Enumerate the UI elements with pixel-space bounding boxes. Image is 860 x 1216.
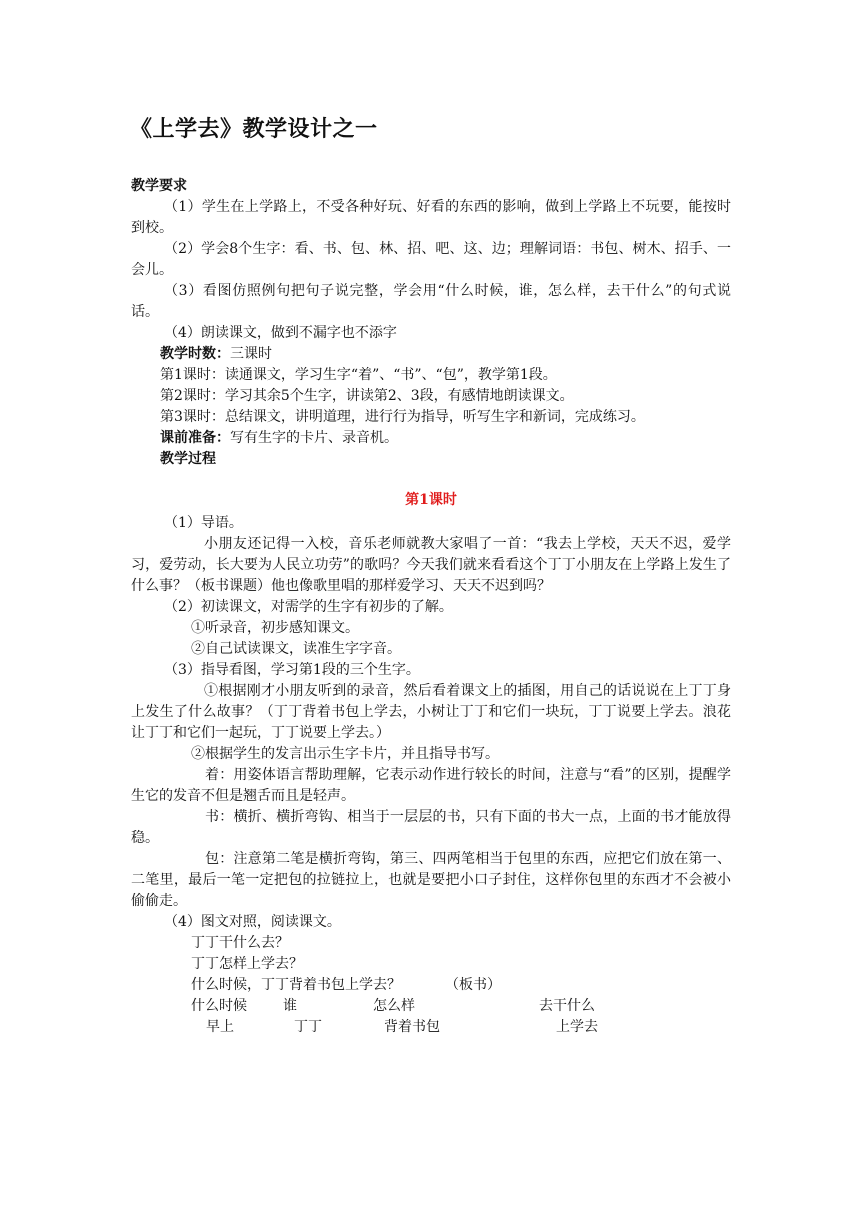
requirements-heading: 教学要求 [131, 178, 187, 194]
step-3-item-a: ①根据刚才小朋友听到的录音，然后看着课文上的插图，用自己的话说说在上丁丁身上发生了什么故事？（丁丁背着书包上学去，小树让丁丁和它们一块玩，丁丁说要上学去。浪花让丁丁和它们一起玩，丁丁说要上学去。） [131, 683, 731, 741]
char-note-shu: 书：横折、横折弯钩、相当于一层层的书，只有下面的书大一点，上面的书才能放得稳。 [131, 809, 731, 846]
lesson-1-title: 第1课时 [405, 492, 457, 508]
header-how: 怎么样 [373, 998, 415, 1014]
sentence-pattern-example-row [131, 1017, 731, 1038]
schedule-value: 三课时 [230, 346, 272, 362]
board-note: （板书） [445, 977, 501, 993]
requirement-item-1: （1）学生在上学路上，不受各种好玩、好看的东西的影响，做到上学路上不玩要，能按时到校。 [131, 199, 731, 236]
cell-what: 上学去 [556, 1019, 598, 1035]
lesson-plan-3: 第3课时：总结课文，讲明道理，进行行为指导，听写生字和新词，完成练习。 [160, 409, 645, 425]
lesson-plan-1: 第1课时：读通课文，学习生字“着”、“书”、“包”，教学第1段。 [160, 367, 557, 383]
document-title: 《上学去》教学设计之一 [130, 117, 378, 142]
process-heading: 教学过程 [160, 451, 216, 467]
requirement-item-4: （4）朗读课文，做到不漏字也不添字 [164, 325, 397, 341]
requirement-item-3: （3）看图仿照例句把句子说完整，学会用“什么时候，谁，怎么样，去干什么”的句式说话。 [131, 283, 731, 320]
step-4-heading: （4）图文对照，阅读课文。 [164, 914, 341, 930]
step-2-item-b: ②自己试读课文，读准生字字音。 [191, 641, 401, 657]
requirement-item-2: （2）学会8个生字：看、书、包、林、招、吧、这、边；理解词语：书包、树木、招手、一会儿。 [131, 241, 731, 278]
schedule-line [131, 344, 731, 365]
step-2-item-a: ①听录音，初步感知课文。 [191, 620, 359, 636]
step-3-heading: （3）指导看图，学习第1段的三个生字。 [164, 662, 420, 678]
question-3 [131, 975, 731, 996]
cell-when: 早上 [206, 1019, 234, 1035]
step-2-heading: （2）初读课文，对需学的生字有初步的了解。 [164, 599, 453, 615]
char-note-bao: 包：注意第二笔是横折弯钩，第三、四两笔相当于包里的东西，应把它们放在第一、二笔里，最后一笔一定把包的拉链拉上，也就是要把小口子封住，这样你包里的东西才不会被小偷偷走。 [131, 851, 731, 909]
header-what: 去干什么 [539, 998, 595, 1014]
header-when: 什么时候 [191, 998, 247, 1014]
question-1: 丁丁干什么去？ [191, 935, 289, 951]
preparation-line [131, 428, 731, 449]
question-2: 丁丁怎样上学去？ [191, 956, 303, 972]
question-3-text: 什么时候，丁丁背着书包上学去？ [191, 977, 401, 993]
cell-how: 背着书包 [384, 1019, 440, 1035]
step-1-heading: （1）导语。 [164, 515, 243, 531]
header-who: 谁 [283, 998, 297, 1014]
intro-paragraph: 小朋友还记得一入校，音乐老师就教大家唱了一首：“我去上学校，天天不迟，爱学习，爱劳动，长大要为人民立功劳”的歌吗？今天我们就来看看这个丁丁小朋友在上学路上发生了什么事？（板书课题）他也像歌里唱的那样爱学习、天天不迟到吗？ [131, 536, 731, 594]
sentence-pattern-header-row [131, 996, 731, 1017]
cell-who: 丁丁 [294, 1019, 322, 1035]
schedule-label: 教学时数： [160, 346, 230, 362]
preparation-value: 写有生字的卡片、录音机。 [230, 430, 398, 446]
char-note-zhe: 着：用姿体语言帮助理解，它表示动作进行较长的时间，注意与“看”的区别，提醒学生它的发音不但是翘舌而且是轻声。 [131, 767, 731, 804]
preparation-label: 课前准备： [160, 430, 230, 446]
lesson-plan-2: 第2课时：学习其余5个生字，讲读第2、3段，有感情地朗读课文。 [160, 388, 574, 404]
document-body [131, 176, 731, 1038]
step-3-item-b: ②根据学生的发言出示生字卡片，并且指导书写。 [191, 746, 499, 762]
